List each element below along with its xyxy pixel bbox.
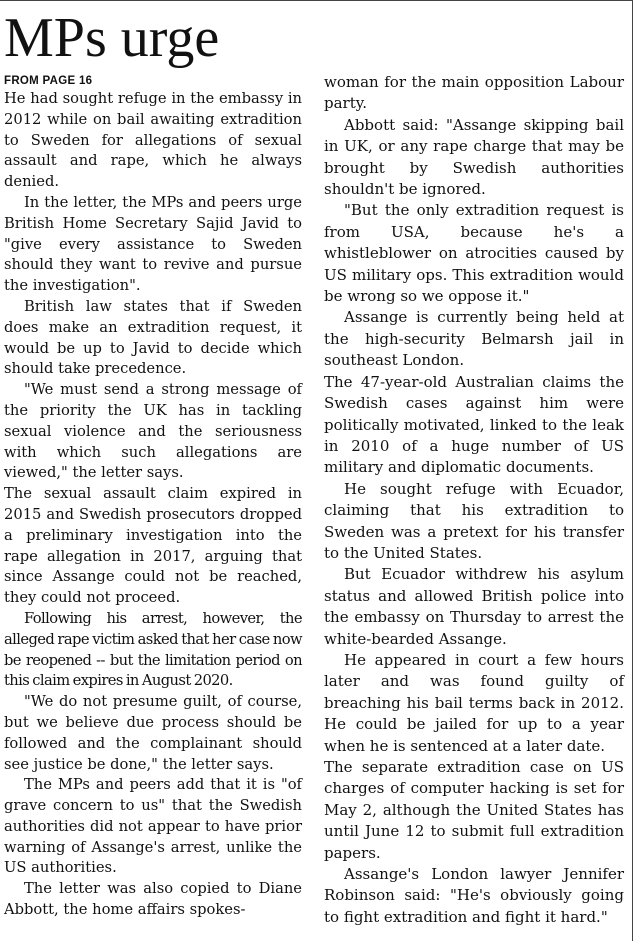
paragraph: The letter was also copied to Diane Abbott, the home affairs spokes- — [4, 880, 302, 919]
paragraph: "We must send a strong message of the priority the UK has in tackling sexual violence and the seriousness with which such allegations are viewed," the letter says. — [4, 381, 302, 482]
paragraph: "But the only extradition request is from USA, because he's a whistleblower on atrocities caused by US military ops. This extradition would be wrong so we oppose it." — [324, 201, 624, 306]
paragraph: He had sought refuge in the embassy in 2012 while on bail awaiting extradition to Sweden for allegations of sexual assault and rape, which he always denied. — [4, 90, 302, 191]
paragraph: Abbott said: "Assange skipping bail in UK, or any rape charge that may be brought by Swedish authorities shouldn't be ignored. — [324, 115, 624, 199]
paragraph: Assange is currently being held at the high-security Belmarsh jail in southeast London. — [324, 308, 624, 370]
paragraph: He appeared in court a few hours later and was found guilty of breaching his bail terms back in 2012. He could be jailed for up to a year when he is sentenced at a later date. — [324, 650, 624, 755]
paragraph: Assange's London lawyer Jennifer Robinson said: "He's obviously going to fight extradition and fight it hard." — [324, 865, 624, 926]
headline: MPs urge — [4, 7, 220, 69]
right-column — [324, 72, 624, 928]
paragraph: woman for the main opposition Labour party. — [324, 73, 624, 113]
paragraph: The separate extradition case on US charges of computer hacking is set for May 2, although the United States has until June 12 to submit full extradition papers. — [324, 758, 624, 862]
left-column — [4, 72, 302, 921]
paragraph: He sought refuge with Ecuador, claiming that his extradition to Sweden was a pretext for his transfer to the United States. — [324, 479, 624, 562]
paragraph: "We do not presume guilt, of course, but we believe due process should be followed and the complainant should see justice be done," the letter says. — [4, 693, 302, 773]
paragraph: But Ecuador withdrew his asylum status and allowed British police into the embassy on Thursday to arrest the white-bearded Assange. — [324, 565, 624, 648]
paragraph: Following his arrest, however, the alleged rape victim asked that her case now be reopened -- but the limitation period on this claim expires in August 2020. — [4, 609, 302, 690]
paragraph: In the letter, the MPs and peers urge British Home Secretary Sajid Javid to "give every assistance to Sweden should they want to revive and pursue the investigation". — [4, 193, 302, 295]
paragraph: British law states that if Sweden does make an extradition request, it would be up to Javid to decide which should take precedence. — [4, 297, 302, 378]
paragraph: The MPs and peers add that it is "of grave concern to us" that the Swedish authorities did not appear to have prior warning of Assange's arrest, unlike the US authorities. — [4, 776, 302, 877]
paragraph: The 47-year-old Australian claims the Swedish cases against him were politically motivated, linked to the leak in 2010 of a huge number of US military and diplomatic documents. — [324, 372, 624, 477]
kicker: FROM PAGE 16 — [4, 75, 93, 87]
paragraph: The sexual assault claim expired in 2015 and Swedish prosecutors dropped a preliminary investigation into the rape allegation in 2017, arguing that since Assange could not be reached, they could not proceed. — [4, 485, 302, 607]
